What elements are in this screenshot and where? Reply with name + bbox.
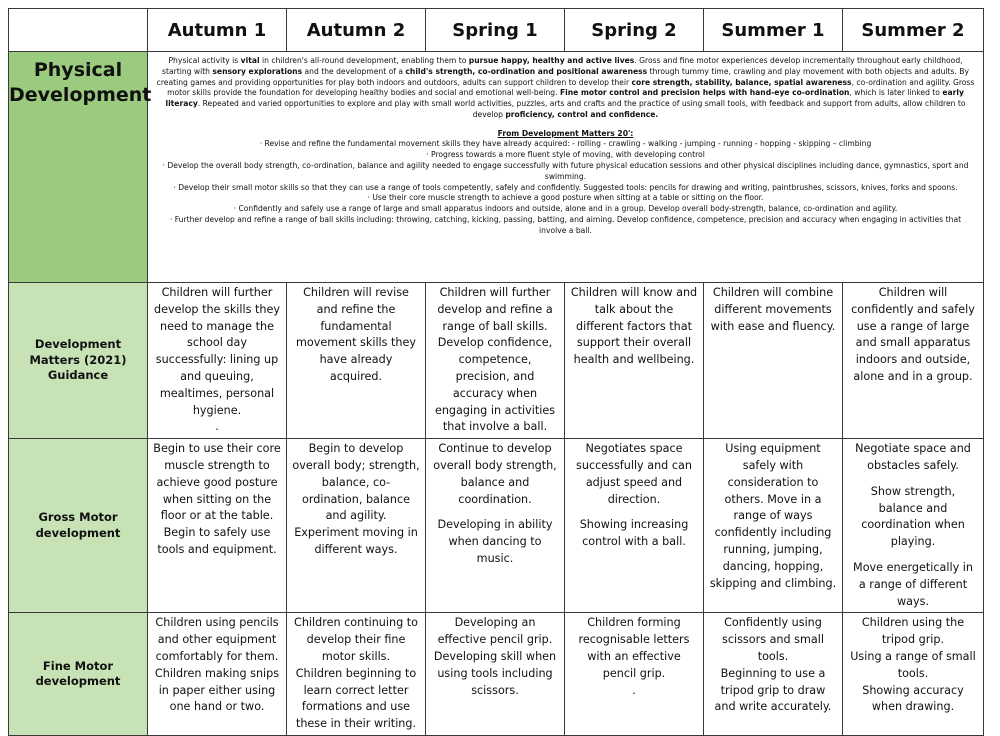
overview-row: [9, 52, 984, 283]
overview-text: . Repeated and varied opportunities to explore and play with small world activities, puzzles, arts and crafts and the practice of using small tools, with feedback and support from adults, allow children to develop: [197, 99, 966, 119]
cell-text: Children continuing to develop their fine motor skills.: [294, 616, 418, 663]
cell-text: Begin to use their core muscle strength to achieve good posture when sitting on the floor or at the table. Begin to safely use tools and equipment.: [153, 442, 281, 556]
development-matters-point: · Confidently and safely use a range of large and small apparatus indoors and outside, alone and in a group. Develop overall body-strength, balance, co-ordination and agility.: [233, 204, 898, 214]
gross-motor-cell: [843, 439, 984, 613]
cell-text: Move energetically in a range of different ways.: [853, 560, 973, 608]
cell-text: Developing skill when using tools including scissors.: [433, 649, 557, 697]
fine-motor-cell: [843, 613, 984, 736]
cell-text: Children using the tripod grip.: [861, 616, 965, 647]
overview-emphasis: vital: [240, 56, 260, 65]
guidance-cell: [287, 283, 426, 439]
development-matters-point: · Further develop and refine a range of ball skills including: throwing, catching, kicking, passing, batting, and aiming. Develop confidence, competence, precision and accuracy when engaging in activities that involve a ball.: [169, 214, 962, 235]
cell-text: Negotiates space successfully and can adjust speed and direction.: [576, 442, 692, 506]
cell-text: Using a range of small tools.: [850, 649, 976, 680]
overview-emphasis: Fine motor control and precision helps with hand-eye co-ordination: [559, 88, 850, 98]
cell-text: Developing in ability when dancing to music.: [437, 518, 553, 565]
cell-text: Negotiate space and obstacles safely.: [855, 442, 971, 472]
overview-emphasis: early literacy: [165, 88, 964, 109]
overview-text: , co-ordination and agility. Gross motor skills provide the foundation for developing healthy bodies and social and emotional well-being.: [167, 77, 975, 98]
corner-cell: [9, 9, 148, 52]
term-header: Spring 2: [565, 9, 704, 52]
fine-motor-cell: [287, 613, 426, 736]
cell-text: Children beginning to learn correct letter formations and use these in their writing.: [295, 666, 417, 731]
cell-text: Children will combine different movements with ease and fluency.: [710, 286, 836, 333]
development-matters-point: · Progress towards a more fluent style of moving, with developing control: [426, 150, 705, 160]
guidance-cell: [565, 283, 704, 439]
overview-text: Physical activity is: [168, 56, 241, 65]
guidance-cell: [843, 283, 984, 439]
cell-text: Using equipment safely with consideration to others. Move in a range of ways confidently including running, jumping, dancing, hopping, skipping and climbing.: [709, 442, 837, 590]
term-header: Summer 2: [843, 9, 984, 52]
development-matters-point: · Develop their small motor skills so that they can use a range of tools competently, safely and confidently. Suggested tools: pencils for drawing and writing, paintbrushes, scissors, knives, forks and spoons.: [173, 182, 958, 192]
cell-text: Children will further develop and refine a range of ball skills. Develop confidence, competence, precision, and accuracy when engaging in activities that involve a ball.: [434, 286, 556, 434]
cell-text: Show strength, balance and coordination when playing.: [861, 484, 965, 549]
development-matters-point: · Develop the overall body strength, co-ordination, balance and agility needed to engage successfully with future physical education sessions and other physical disciplines including dance, gymnastics, sport and swimming.: [162, 161, 969, 181]
cell-text: Children forming recognisable letters with an effective pencil grip.: [578, 616, 690, 680]
cell-text: Children using pencils and other equipment comfortably for them.: [155, 616, 279, 663]
cell-text: .: [632, 683, 636, 697]
overview-text: , which is later linked to: [849, 88, 943, 98]
cell-text: .: [215, 420, 219, 434]
row-label: Gross Motor development: [9, 439, 148, 613]
row-label: Fine Motor development: [9, 613, 148, 736]
cell-text: Showing increasing control with a ball.: [579, 518, 689, 549]
term-header: Autumn 1: [148, 9, 287, 52]
physical-development-planning-table: [8, 8, 984, 736]
gross-motor-cell: [148, 439, 287, 613]
cell-text: Continue to develop overall body strength, balance and coordination.: [433, 442, 557, 506]
term-header: Autumn 2: [287, 9, 426, 52]
overview-text: and the development of a: [302, 66, 406, 76]
overview-emphasis: core strength, stability, balance, spatial awareness: [631, 77, 852, 87]
fine-motor-row: [9, 613, 984, 736]
gross-motor-cell: [704, 439, 843, 613]
gross-motor-cell: [565, 439, 704, 613]
guidance-cell: [704, 283, 843, 439]
guidance-cell: [426, 283, 565, 439]
guidance-row: [9, 283, 984, 439]
cell-text: Children will revise and refine the fundamental movement skills they have already acquired.: [295, 286, 417, 383]
row-label: Development Matters (2021) Guidance: [9, 283, 148, 439]
overview-emphasis: pursue happy, healthy and active lives: [468, 56, 635, 65]
overview-emphasis: proficiency, control and confidence.: [505, 109, 659, 119]
development-matters-point: · Revise and refine the fundamental movement skills they have already acquired: - rolling - crawling - walking - jumping - running - hopping - skipping – climbing: [259, 139, 872, 149]
cell-text: Beginning to use a tripod grip to draw and write accurately.: [714, 666, 832, 714]
fine-motor-cell: [148, 613, 287, 736]
development-matters-heading: From Development Matters 20':: [497, 128, 634, 138]
cell-text: Children will know and talk about the different factors that support their overall health and wellbeing.: [570, 286, 698, 367]
overview-text: through tummy time, crawling and play movement with both objects and adults. By creating games and providing opportunities for play both indoors and outdoors, adults can support children to develop their: [156, 66, 969, 87]
overview-text: in children's all-round development, enabling them to: [259, 56, 469, 65]
cell-text: Confidently using scissors and small tools.: [722, 616, 824, 663]
fine-motor-cell: [565, 613, 704, 736]
cell-text: Children will further develop the skills they need to manage the school day successfully: lining up and queuing, mealtimes, personal hygiene.: [153, 286, 280, 417]
term-header: Summer 1: [704, 9, 843, 52]
fine-motor-cell: [426, 613, 565, 736]
overview-paragraph: [156, 56, 975, 121]
development-matters-list: [156, 139, 975, 236]
gross-motor-cell: [426, 439, 565, 613]
area-overview: [148, 52, 984, 283]
overview-emphasis: child's strength, co-ordination and positional awareness: [405, 66, 648, 76]
overview-emphasis: sensory explorations: [212, 66, 303, 76]
gross-motor-cell: [287, 439, 426, 613]
guidance-cell: [148, 283, 287, 439]
header-row: [9, 9, 984, 52]
cell-text: Developing an effective pencil grip.: [437, 616, 553, 647]
gross-motor-row: [9, 439, 984, 613]
cell-text: Children making snips in paper either using one hand or two.: [154, 666, 280, 714]
fine-motor-cell: [704, 613, 843, 736]
development-matters-point: · Use their core muscle strength to achieve a good posture when sitting at a table or sitting on the floor.: [367, 193, 764, 203]
cell-text: Children will confidently and safely use a range of large and small apparatus indoors and outside, alone and in a group.: [851, 286, 975, 383]
overview-text: . Gross and fine motor experiences develop incrementally throughout early childhood, starting with: [162, 56, 963, 76]
cell-text: Showing accuracy when drawing.: [862, 683, 964, 714]
term-header: Spring 1: [426, 9, 565, 52]
cell-text: Begin to develop overall body; strength, balance, co-ordination, balance and agility. Experiment moving in different ways.: [292, 442, 420, 556]
area-title: Physical Development: [9, 52, 148, 283]
